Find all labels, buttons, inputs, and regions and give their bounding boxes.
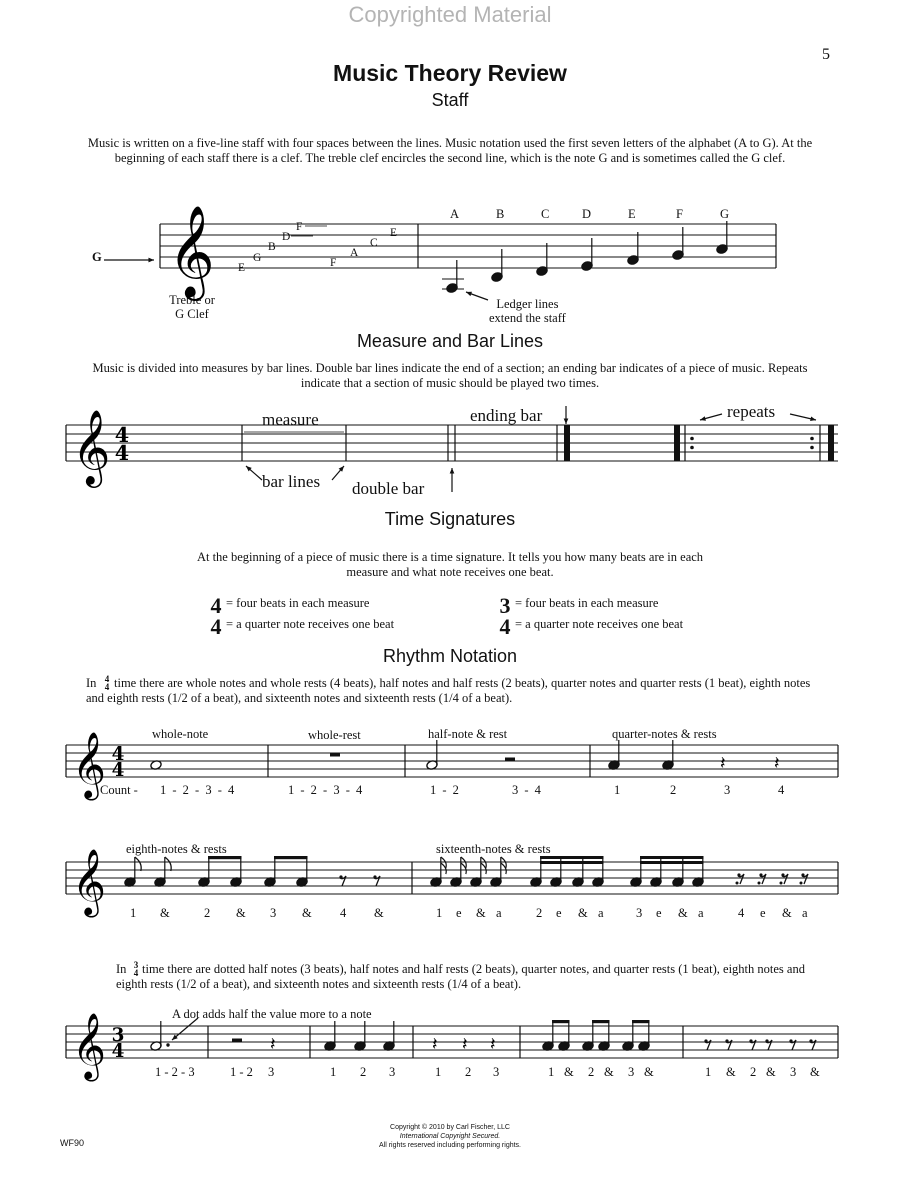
count-text: 3 xyxy=(268,1065,275,1079)
eighth-rest-dot xyxy=(809,1039,812,1042)
count-text: 2 xyxy=(204,906,211,920)
count-text: 1 xyxy=(435,1065,442,1079)
treble-clef-icon: 𝄞 xyxy=(72,848,107,916)
time-paragraph: At the beginning of a piece of music there is a time signature. It tells you how many beats are in each measure and what note receives one beat. xyxy=(196,550,704,579)
scale-letter: A xyxy=(450,207,460,221)
quarter-rest-icon: 𝄽 xyxy=(774,753,780,774)
count-text: 1 - 2 xyxy=(230,1065,253,1079)
augmentation-dot xyxy=(166,1043,169,1046)
eighth-rest-dot xyxy=(737,873,740,876)
section-heading-time-signatures: Time Signatures xyxy=(384,509,516,529)
count-text: & xyxy=(644,1065,654,1079)
eighth-flag xyxy=(135,857,141,871)
g-pointer-label: G xyxy=(92,250,102,264)
time-signature-digit: 4 xyxy=(114,423,130,447)
count-text: 1 xyxy=(130,906,137,920)
sixteenth-rest-dot xyxy=(780,882,783,885)
count-text: 2 xyxy=(465,1065,472,1079)
sixteenth-flag xyxy=(441,863,446,874)
time-sig-explanation: = a quarter note receives one beat xyxy=(226,617,395,631)
count-text: e xyxy=(656,906,662,920)
count-text: 1 - 2 - 3 xyxy=(155,1065,195,1079)
count-text: 3 - 4 xyxy=(512,783,541,797)
sixteenth-beam xyxy=(640,861,704,864)
eighth-rest-dot xyxy=(789,1039,792,1042)
rhythm-paragraph-1: time there are whole notes and whole rests (4 beats), half notes and half rests (2 beats), quarter notes and quarter rests (1 beat), eighth notes and eighth rests (1/2 of a beat), and sixteenth notes and sixteenth rests (1/4 of a beat). xyxy=(86,676,811,705)
scale-letter: E xyxy=(628,207,636,221)
eighth-rest-dot xyxy=(759,873,762,876)
count-text: & xyxy=(782,906,792,920)
count-text: 1 - 2 - 3 - 4 xyxy=(288,783,363,797)
count-text: e xyxy=(556,906,562,920)
eighth-rest-dot xyxy=(765,1039,768,1042)
staff-letter: F xyxy=(296,221,303,233)
eighth-rest-dot xyxy=(373,875,376,878)
dot-note-caption: A dot adds half the value more to a note xyxy=(172,1007,372,1021)
repeat-dot xyxy=(810,446,814,450)
sixteenth-beam xyxy=(540,856,604,859)
rhythm-label: whole-note xyxy=(152,727,209,741)
sixteenth-flag xyxy=(481,863,486,874)
page-title: Music Theory Review xyxy=(333,60,567,86)
count-text: & xyxy=(604,1065,614,1079)
time-sig-explanation: = four beats in each measure xyxy=(226,596,370,610)
treble-clef-icon: 𝄞 xyxy=(168,203,215,297)
time-signature-digit: 4 xyxy=(111,744,125,765)
sixteenth-rest-dot xyxy=(736,882,739,885)
scale-letter: B xyxy=(496,207,505,221)
count-text: a xyxy=(698,906,704,920)
repeat-end-thick xyxy=(828,425,834,461)
count-text: 2 xyxy=(670,783,677,797)
count-text: 4 xyxy=(738,906,745,920)
quarter-rest-icon: 𝄽 xyxy=(490,1034,496,1055)
time-sig-bottom-digit: 4 xyxy=(499,614,511,639)
count-text: e xyxy=(456,906,462,920)
section-heading-measure: Measure and Bar Lines xyxy=(356,331,544,351)
inline-time-signature-34: 3 4 xyxy=(133,960,139,978)
count-text: a xyxy=(802,906,808,920)
eighth-beam xyxy=(592,1020,610,1023)
measure-label: measure xyxy=(262,410,319,429)
half-rest-icon xyxy=(505,758,515,762)
count-text: & xyxy=(578,906,588,920)
time-signature-digit: 4 xyxy=(111,760,125,781)
count-text: 3 xyxy=(389,1065,396,1079)
staff-letter: B xyxy=(268,241,276,253)
rhythm-label: eighth-notes & rests xyxy=(126,842,227,856)
eighth-rest-dot xyxy=(339,875,342,878)
staff-letter: A xyxy=(350,247,359,259)
count-text: 3 xyxy=(724,783,731,797)
scale-letter: C xyxy=(541,207,550,221)
eighth-beam xyxy=(552,1020,570,1023)
staff-letter: E xyxy=(238,262,246,274)
g-pointer-arrow-head xyxy=(148,258,154,263)
time-signature-digit: 4 xyxy=(111,1041,125,1062)
double-bar-arrow-head xyxy=(450,468,455,474)
staff-paragraph: Music is written on a five-line staff with four spaces between the lines. Music notation used the first seven letters of the alphabet (A to G). At the beginning of each staff there is a clef. The treble clef encircles the second line, which is the note G and is sometimes called the G clef. xyxy=(87,136,813,165)
count-text: 1 xyxy=(330,1065,337,1079)
count-text: & xyxy=(766,1065,776,1079)
catalog-code: WF90 xyxy=(60,1138,85,1148)
count-text: 4 xyxy=(340,906,347,920)
time-sig-explanation: = a quarter note receives one beat xyxy=(515,617,684,631)
count-text: 3 xyxy=(790,1065,797,1079)
sixteenth-beam xyxy=(640,856,704,859)
count-text: e xyxy=(760,906,766,920)
whole-rest-icon xyxy=(330,753,340,757)
eighth-rest-dot xyxy=(781,873,784,876)
sixteenth-rest-dot xyxy=(800,882,803,885)
treble-clef-icon: 𝄞 xyxy=(72,410,111,486)
time-sig-explanation: = four beats in each measure xyxy=(515,596,659,610)
repeat-dot xyxy=(690,437,694,441)
clef-caption: Treble or G Clef xyxy=(169,293,215,321)
ending-bar-arrow-head xyxy=(564,418,569,424)
count-text: 1 - 2 xyxy=(430,783,459,797)
rhythm-label: sixteenth-notes & rests xyxy=(436,842,551,856)
count-text: & xyxy=(374,906,384,920)
treble-clef-icon: 𝄞 xyxy=(72,1012,107,1080)
count-text: 3 xyxy=(270,906,277,920)
rhythm-para2-prefix: In xyxy=(116,962,127,976)
count-text: 1 - 2 - 3 - 4 xyxy=(160,783,235,797)
sixteenth-flag xyxy=(461,863,466,874)
time-sig-top-digit: 4 xyxy=(210,593,222,618)
page-number: 5 xyxy=(822,46,830,63)
count-text: 3 xyxy=(628,1065,635,1079)
count-text: 1 xyxy=(705,1065,712,1079)
eighth-beam xyxy=(208,856,242,859)
quarter-rest-icon: 𝄽 xyxy=(462,1034,468,1055)
repeat-dot xyxy=(690,446,694,450)
section-heading-staff: Staff xyxy=(431,90,469,110)
ledger-arrow-head xyxy=(466,292,472,296)
time-sig-top-digit: 3 xyxy=(499,593,511,618)
count-text: 1 xyxy=(436,906,443,920)
count-text: 1 xyxy=(548,1065,555,1079)
staff-letter: G xyxy=(253,252,262,264)
repeats-label: repeats xyxy=(727,402,776,421)
staff-letter: E xyxy=(390,227,398,239)
count-text: 2 xyxy=(588,1065,595,1079)
repeat-dot xyxy=(810,437,814,441)
count-text: & xyxy=(564,1065,574,1079)
sixteenth-rest-dot xyxy=(758,882,761,885)
count-text: 1 xyxy=(614,783,621,797)
count-text: & xyxy=(160,906,170,920)
count-text: 3 xyxy=(493,1065,500,1079)
rhythm-label: whole-rest xyxy=(308,728,361,742)
bar-lines-label: bar lines xyxy=(262,472,321,491)
staff-letter: F xyxy=(330,257,337,269)
ending-bar-thick xyxy=(564,425,570,461)
treble-clef-icon: 𝄞 xyxy=(72,731,107,799)
count-text: & xyxy=(810,1065,820,1079)
count-text: 2 xyxy=(536,906,543,920)
eighth-beam xyxy=(274,856,308,859)
count-text: & xyxy=(236,906,246,920)
copyright-watermark: Copyrighted Material xyxy=(348,2,552,27)
ledger-caption: Ledger lines extend the staff xyxy=(489,297,566,325)
eighth-rest-dot xyxy=(801,873,804,876)
time-signature-digit: 3 xyxy=(111,1025,125,1046)
sixteenth-beam xyxy=(540,861,604,864)
quarter-rest-icon: 𝄽 xyxy=(432,1034,438,1055)
count-text: 2 xyxy=(360,1065,367,1079)
ending-bar-label: ending bar xyxy=(470,406,543,425)
count-text: & xyxy=(726,1065,736,1079)
eighth-beam xyxy=(632,1020,650,1023)
count-text: a xyxy=(496,906,502,920)
quarter-rest-icon: 𝄽 xyxy=(270,1034,276,1055)
rhythm-paragraph-2: time there are dotted half notes (3 beats), half notes and half rests (2 beats), quarter notes, and quarter rests (1 beat), eighth notes and eighth rests (1/2 of a beat), and sixteenth notes and sixteenth rests (1/4 of a beat). xyxy=(116,962,805,991)
rhythm-para1-prefix: In xyxy=(86,676,97,690)
count-text: 2 xyxy=(750,1065,757,1079)
count-label: Count - xyxy=(100,783,138,797)
eighth-rest-dot xyxy=(725,1039,728,1042)
eighth-flag xyxy=(165,857,171,871)
count-text: & xyxy=(302,906,312,920)
eighth-rest-dot xyxy=(704,1039,707,1042)
copyright-notice: Copyright © 2010 by Carl Fischer, LLC International Copyright Secured. All rights reserved including performing rights. xyxy=(378,1124,521,1149)
count-text: 3 xyxy=(636,906,643,920)
scale-letter: D xyxy=(582,207,592,221)
eighth-rest-dot xyxy=(749,1039,752,1042)
count-text: 4 xyxy=(778,783,785,797)
rhythm-label: half-note & rest xyxy=(428,727,508,741)
time-sig-bottom-digit: 4 xyxy=(210,614,222,639)
section-heading-rhythm: Rhythm Notation xyxy=(382,646,518,666)
sixteenth-flag xyxy=(501,863,506,874)
count-text: & xyxy=(678,906,688,920)
inline-time-signature-44: 4 4 xyxy=(104,674,110,692)
measure-paragraph: Music is divided into measures by bar lines. Double bar lines indicate the end of a section; an ending bar indicates of a piece of music. Repeats indicate that a section of music should be played two times. xyxy=(92,361,808,390)
double-bar-label: double bar xyxy=(352,479,425,498)
repeat-start-thick xyxy=(674,425,680,461)
count-text: a xyxy=(598,906,604,920)
count-text: & xyxy=(476,906,486,920)
half-rest-icon xyxy=(232,1039,242,1043)
staff-letter: C xyxy=(370,237,378,249)
scale-letter: F xyxy=(676,207,683,221)
rhythm-label: quarter-notes & rests xyxy=(612,727,717,741)
quarter-rest-icon: 𝄽 xyxy=(720,753,726,774)
scale-letter: G xyxy=(720,207,730,221)
time-signature-digit: 4 xyxy=(114,441,130,465)
staff-letter: D xyxy=(282,231,291,243)
